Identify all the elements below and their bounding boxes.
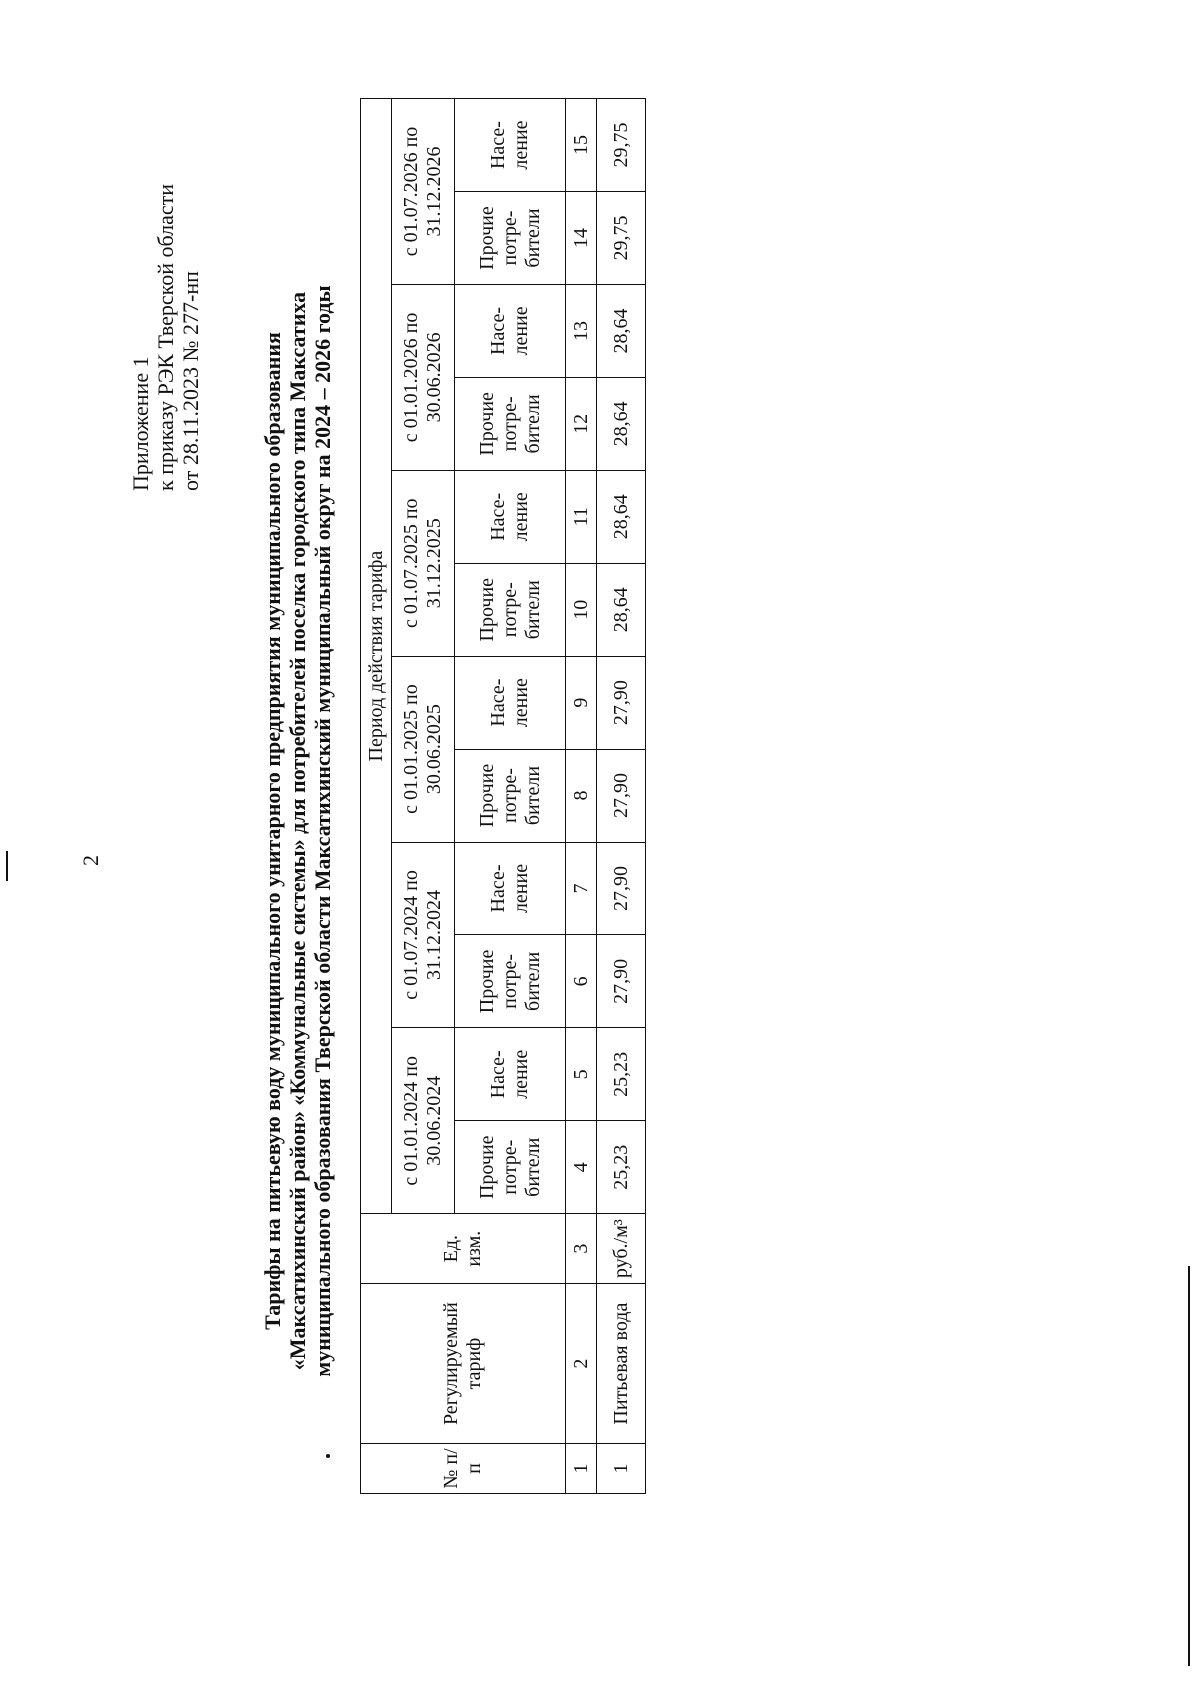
scan-mark xyxy=(6,851,8,881)
period-cell: с 01.07.2026 по 31.12.2026 xyxy=(392,99,455,285)
index-cell: 3 xyxy=(566,1214,597,1284)
stray-dot xyxy=(326,1454,330,1458)
value-cell: 29,75 xyxy=(597,192,646,285)
period-cell: с 01.07.2024 по 31.12.2024 xyxy=(392,842,455,1028)
consumer-other: Прочие потре-бители xyxy=(455,1121,566,1214)
header-tariff: Регулируемый тариф xyxy=(361,1284,566,1444)
value-cell: 27,90 xyxy=(597,656,646,749)
consumer-other: Прочие потре-бители xyxy=(455,377,566,470)
title-line-2: «Максатихинский район» «Коммунальные системы» для потребителей поселка городского типа Максатиха xyxy=(285,291,310,1371)
index-cell: 14 xyxy=(566,192,597,285)
index-cell: 12 xyxy=(566,377,597,470)
consumer-other: Прочие потре-бители xyxy=(455,935,566,1028)
scan-edge-line xyxy=(1188,1266,1190,1666)
index-cell: 13 xyxy=(566,284,597,377)
value-cell: 29,75 xyxy=(597,99,646,192)
value-cell: 28,64 xyxy=(597,284,646,377)
index-cell: 7 xyxy=(566,842,597,935)
period-cell: с 01.01.2026 по 30.06.2026 xyxy=(392,284,455,470)
consumer-population: Насе-ление xyxy=(455,470,566,563)
consumer-population: Насе-ление xyxy=(455,842,566,935)
tariff-table xyxy=(360,98,646,1494)
index-cell: 11 xyxy=(566,470,597,563)
consumer-other: Прочие потре-бители xyxy=(455,192,566,285)
period-cell: с 01.01.2024 по 30.06.2024 xyxy=(392,1028,455,1214)
consumer-population: Насе-ление xyxy=(455,656,566,749)
annex-line-1: Приложение 1 xyxy=(128,356,153,491)
header-period: Период действия тарифа xyxy=(361,99,392,1214)
data-num: 1 xyxy=(597,1444,646,1494)
page-number: 2 xyxy=(78,855,103,866)
index-cell: 5 xyxy=(566,1028,597,1121)
index-cell: 9 xyxy=(566,656,597,749)
index-cell: 4 xyxy=(566,1121,597,1214)
data-unit: руб./м³ xyxy=(597,1214,646,1284)
title-line-3: муниципального образования Тверской области Максатихинский муниципальный округ на 2024 – 2026 годы xyxy=(310,285,335,1377)
consumer-population: Насе-ление xyxy=(455,1028,566,1121)
data-tariff: Питьевая вода xyxy=(597,1284,646,1444)
index-cell: 10 xyxy=(566,563,597,656)
value-cell: 28,64 xyxy=(597,470,646,563)
header-num: № п/ п xyxy=(361,1444,566,1494)
annex-line-3: от 28.11.2023 № 277-нп xyxy=(178,271,203,491)
period-cell: с 01.07.2025 по 31.12.2025 xyxy=(392,470,455,656)
index-cell: 2 xyxy=(566,1284,597,1444)
value-cell: 27,90 xyxy=(597,935,646,1028)
value-cell: 28,64 xyxy=(597,377,646,470)
value-cell: 25,23 xyxy=(597,1121,646,1214)
value-cell: 27,90 xyxy=(597,749,646,842)
document-title xyxy=(260,256,335,1406)
title-line-1: Тарифы на питьевую воду муниципального унитарного предприятия муниципального образования xyxy=(260,332,285,1330)
period-cell: с 01.01.2025 по 30.06.2025 xyxy=(392,656,455,842)
value-cell: 25,23 xyxy=(597,1028,646,1121)
annex-block xyxy=(128,184,203,491)
header-unit: Ед. изм. xyxy=(361,1214,566,1284)
index-cell: 6 xyxy=(566,935,597,1028)
index-cell: 1 xyxy=(566,1444,597,1494)
index-cell: 15 xyxy=(566,99,597,192)
consumer-population: Насе-ление xyxy=(455,284,566,377)
table-row xyxy=(597,99,646,1494)
annex-line-2: к приказу РЭК Тверской области xyxy=(153,183,178,491)
value-cell: 27,90 xyxy=(597,842,646,935)
column-index-row xyxy=(566,99,597,1494)
consumer-population: Насе-ление xyxy=(455,99,566,192)
consumer-other: Прочие потре-бители xyxy=(455,563,566,656)
consumer-other: Прочие потре-бители xyxy=(455,749,566,842)
index-cell: 8 xyxy=(566,749,597,842)
value-cell: 28,64 xyxy=(597,563,646,656)
